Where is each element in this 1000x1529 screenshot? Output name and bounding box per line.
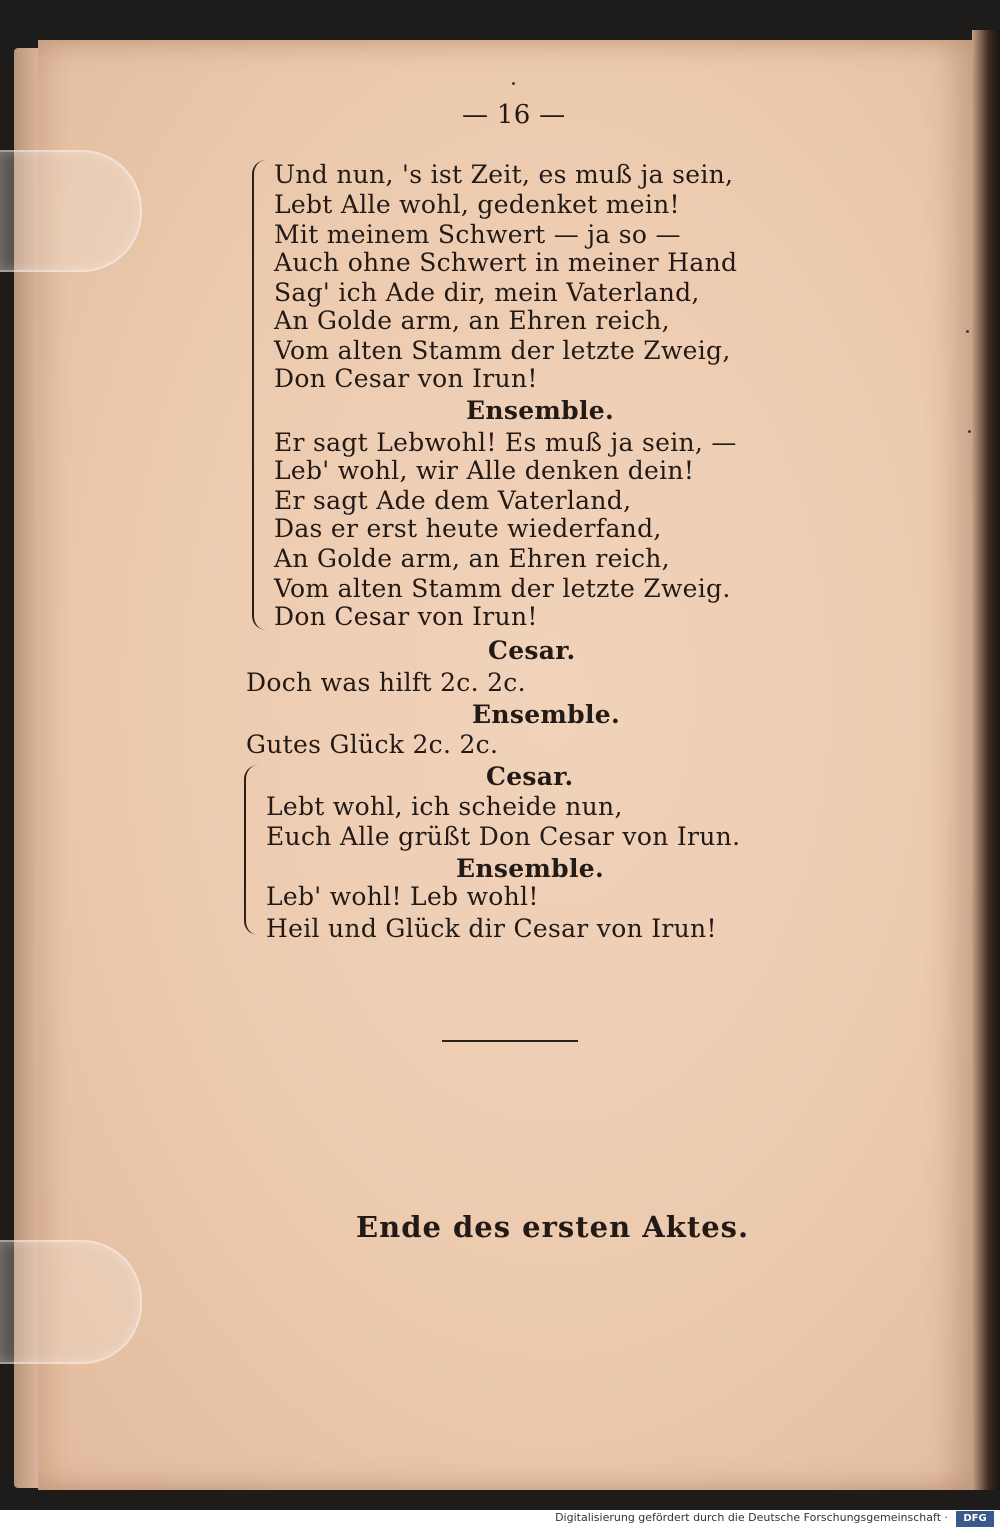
speaker-heading: Cesar. [488, 636, 576, 665]
speaker-heading: Ensemble. [456, 854, 604, 883]
verse-line: Mit meinem Schwert — ja so — [274, 220, 681, 249]
verse-line: Und nun, 's ist Zeit, es muß ja sein, [274, 160, 734, 189]
verse-line: Sag' ich Ade dir, mein Vaterland, [274, 278, 700, 307]
brace-stanza-1-2 [252, 160, 268, 630]
verse-line: An Golde arm, an Ehren reich, [274, 544, 670, 573]
page-clip-top [0, 150, 142, 272]
verse-line: Er sagt Ade dem Vaterland, [274, 486, 632, 515]
funding-credit: Digitalisierung gefördert durch die Deutsche Forschungsgemeinschaft · [555, 1511, 948, 1524]
verse-line: Lebt wohl, ich scheide nun, [266, 792, 623, 821]
verse-line: Leb' wohl! Leb wohl! [266, 882, 539, 911]
verse-line: An Golde arm, an Ehren reich, [274, 306, 670, 335]
speaker-heading: Ensemble. [466, 396, 614, 425]
page-clip-bottom [0, 1240, 142, 1364]
speaker-heading: Cesar. [486, 762, 574, 791]
dfg-logo: DFG [956, 1511, 994, 1527]
verse-line: Leb' wohl, wir Alle denken dein! [274, 456, 695, 485]
verse-line: Auch ohne Schwert in meiner Hand [274, 248, 738, 277]
verse-line: Euch Alle grüßt Don Cesar von Irun. [266, 822, 741, 851]
paper-speck [966, 330, 969, 333]
verse-line: Gutes Glück 2c. 2c. [246, 730, 499, 759]
brace-stanza-3-4 [244, 765, 260, 935]
act-ending: Ende des ersten Aktes. [356, 1210, 750, 1244]
verse-line: Don Cesar von Irun! [274, 602, 538, 631]
page-number: — 16 — [462, 100, 566, 130]
section-divider [442, 1040, 578, 1042]
book-gutter [972, 30, 1000, 1490]
verse-line: Heil und Glück dir Cesar von Irun! [266, 914, 717, 943]
verse-line: Vom alten Stamm der letzte Zweig, [274, 336, 731, 365]
verse-line: Lebt Alle wohl, gedenket mein! [274, 190, 680, 219]
paper-speck [968, 430, 971, 433]
verse-line: Don Cesar von Irun! [274, 364, 538, 393]
verse-line: Er sagt Lebwohl! Es muß ja sein, — [274, 428, 737, 457]
verse-line: Das er erst heute wiederfand, [274, 514, 662, 543]
verse-line: Doch was hilft 2c. 2c. [246, 668, 526, 697]
paper-speck [512, 82, 515, 85]
verse-line: Vom alten Stamm der letzte Zweig. [274, 574, 731, 603]
speaker-heading: Ensemble. [472, 700, 620, 729]
